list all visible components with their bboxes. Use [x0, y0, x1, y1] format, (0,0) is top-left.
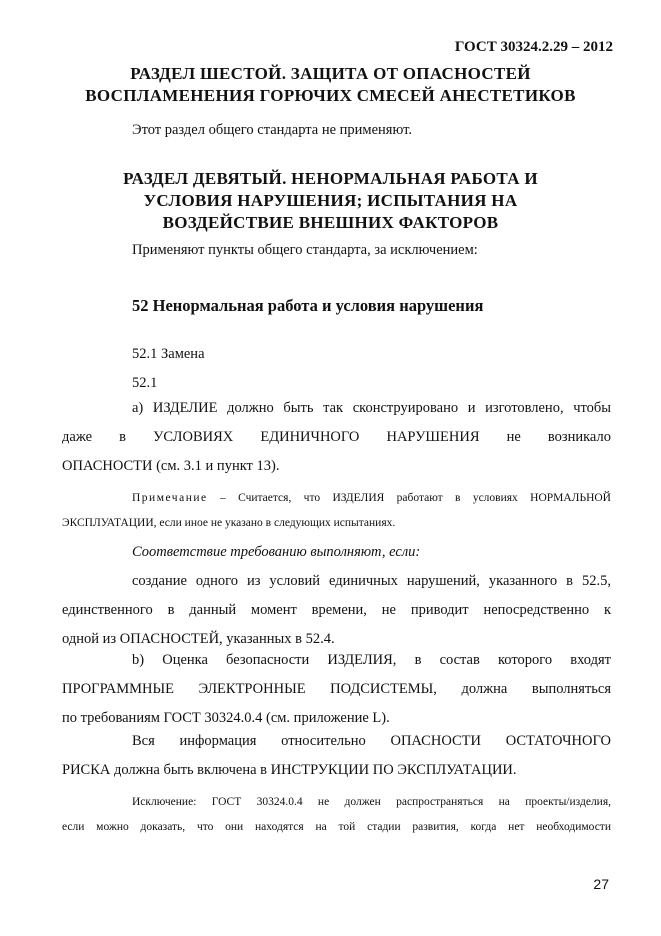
item-b-paragraph — [62, 646, 611, 733]
item-b-line-1: b) Оценка безопасности ИЗДЕЛИЯ, в состав которого входят — [132, 652, 611, 668]
exception-line-2: если можно доказать, что они находятся на той стадии развития, когда нет необходимости — [62, 821, 611, 833]
section-6-title-line-1: РАЗДЕЛ ШЕСТОЙ. ЗАЩИТА ОТ ОПАСНОСТЕЙ — [130, 64, 531, 83]
section-9-text: Применяют пункты общего стандарта, за исключением: — [132, 242, 478, 258]
note-paragraph — [62, 486, 611, 536]
section-6-title — [60, 63, 601, 107]
section-9-title-line-2: УСЛОВИЯ НАРУШЕНИЯ; ИСПЫТАНИЯ НА — [143, 191, 518, 210]
standard-number: ГОСТ 30324.2.29 – 2012 — [454, 39, 613, 55]
condition-line-2: единственного в данный момент времени, не приводит непосредственно к — [62, 602, 611, 618]
item-a-line-1: а) ИЗДЕЛИЕ должно быть так сконструировано и изготовлено, чтобы — [132, 400, 611, 416]
clause-52-heading: 52 Ненормальная работа и условия нарушения — [132, 296, 484, 315]
note-label: Примечание — [132, 492, 208, 504]
item-b-line-3: по требованиям ГОСТ 30324.0.4 (см. приложение L). — [62, 710, 390, 726]
condition-paragraph — [62, 567, 611, 654]
note-line-1 — [62, 486, 611, 511]
exception-line-1: Исключение: ГОСТ 30324.0.4 не должен распространяться на проекты/изделия, — [132, 796, 611, 808]
exception-paragraph — [62, 790, 611, 840]
condition-line-3: одной из ОПАСНОСТЕЙ, указанных в 52.4. — [62, 631, 335, 647]
info-line-1: Вся информация относительно ОПАСНОСТИ ОСТАТОЧНОГО — [132, 733, 611, 749]
section-9-title-line-3: ВОЗДЕЙСТВИЕ ВНЕШНИХ ФАКТОРОВ — [162, 213, 499, 232]
section-9-title — [60, 168, 601, 234]
note-text: – Считается, что ИЗДЕЛИЯ работают в условиях НОРМАЛЬНОЙ — [207, 492, 611, 504]
item-b-line-2: ПРОГРАММНЫЕ ЭЛЕКТРОННЫЕ ПОДСИСТЕМЫ, должна выполняться — [62, 681, 611, 697]
item-a-line-3: ОПАСНОСТИ (см. 3.1 и пункт 13). — [62, 458, 280, 474]
subclause-number: 52.1 — [132, 375, 158, 391]
info-line-2: РИСКА должна быть включена в ИНСТРУКЦИИ ПО ЭКСПЛУАТАЦИИ. — [62, 762, 517, 778]
section-9-title-line-1: РАЗДЕЛ ДЕВЯТЫЙ. НЕНОРМАЛЬНАЯ РАБОТА И — [123, 169, 538, 188]
note-line-2: ЭКСПЛУАТАЦИИ, если иное не указано в следующих испытаниях. — [62, 517, 396, 529]
subclause-replace: 52.1 Замена — [132, 346, 205, 362]
item-a-paragraph — [62, 394, 611, 481]
section-6-title-line-2: ВОСПЛАМЕНЕНИЯ ГОРЮЧИХ СМЕСЕЙ АНЕСТЕТИКОВ — [85, 86, 576, 105]
item-a-line-2: даже в УСЛОВИЯХ ЕДИНИЧНОГО НАРУШЕНИЯ не возникало — [62, 429, 611, 445]
section-6-text: Этот раздел общего стандарта не применяют. — [132, 122, 412, 138]
info-paragraph — [62, 727, 611, 785]
compliance-line: Соответствие требованию выполняют, если: — [132, 544, 421, 560]
condition-line-1: создание одного из условий единичных нарушений, указанного в 52.5, — [132, 573, 611, 589]
page-number: 27 — [593, 876, 609, 892]
